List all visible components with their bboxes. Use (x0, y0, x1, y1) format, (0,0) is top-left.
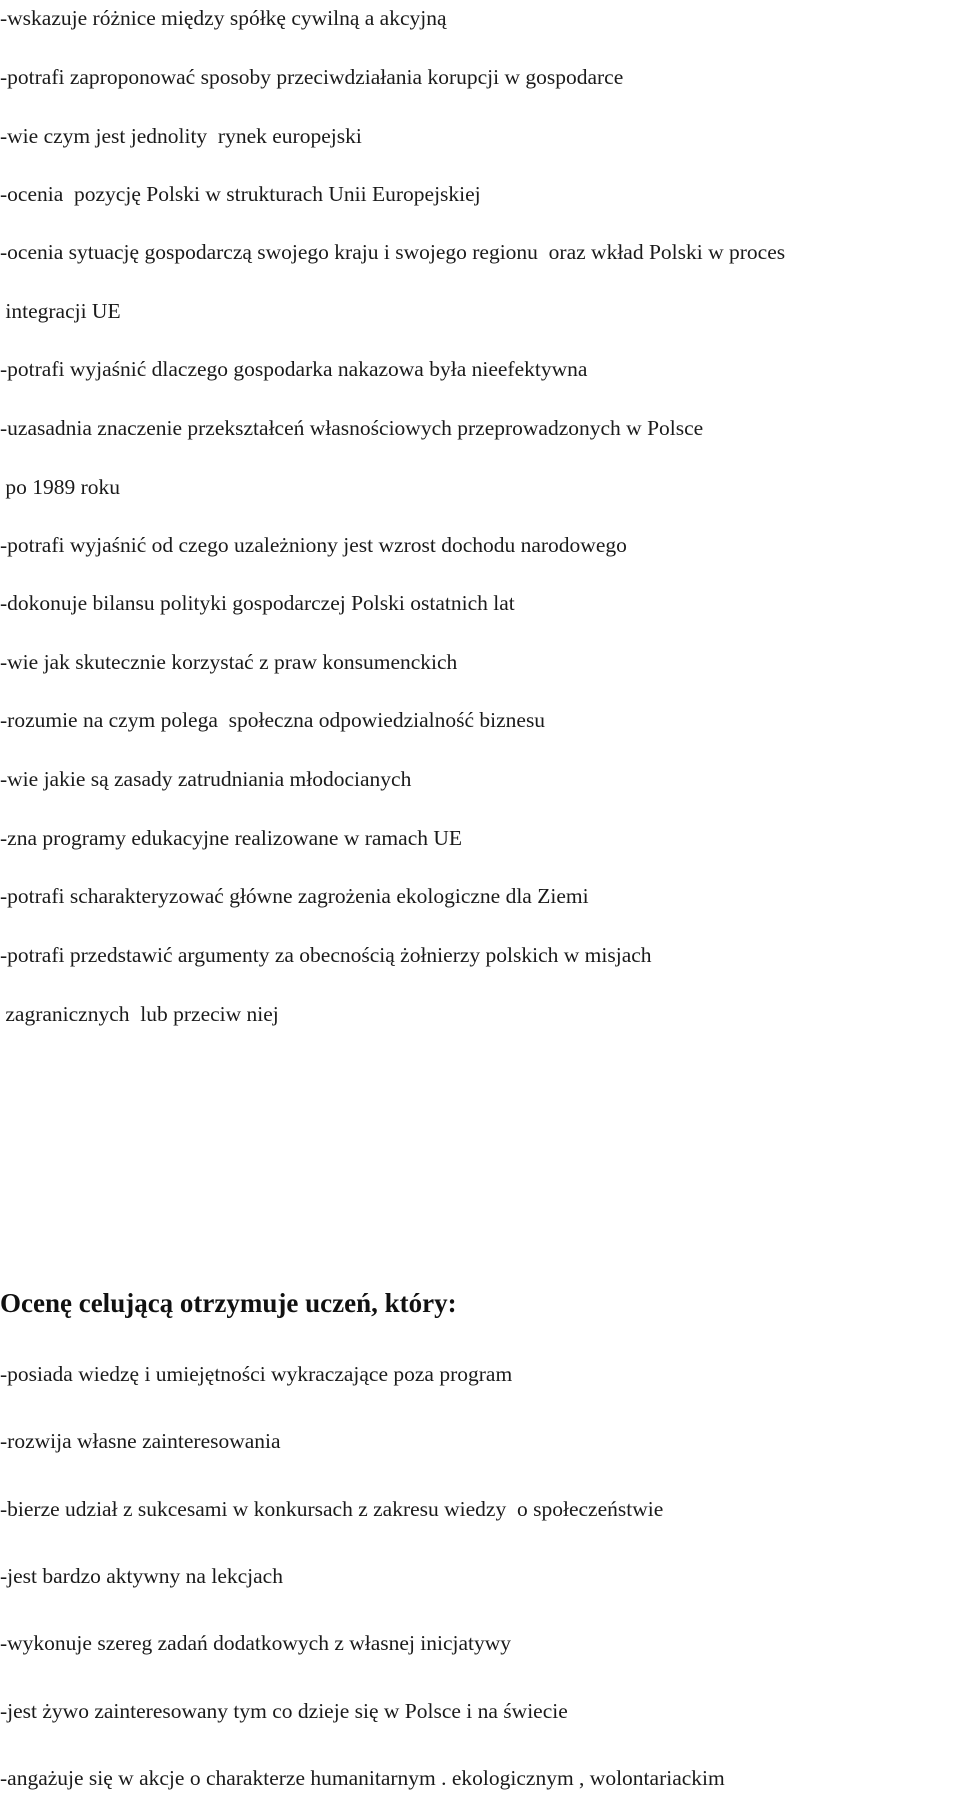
list-item: -wskazuje różnice między spółkę cywilną a akcyjną (0, 6, 447, 30)
list-item: -wie czym jest jednolity rynek europejski (0, 124, 362, 148)
list-item: -zna programy edukacyjne realizowane w ramach UE (0, 826, 463, 850)
list-item: po 1989 roku (0, 475, 121, 499)
list-item: -wykonuje szereg zadań dodatkowych z własnej inicjatywy (0, 1631, 512, 1655)
list-item: -wie jak skutecznie korzystać z praw konsumenckich (0, 650, 458, 674)
list-item: -ocenia pozycję Polski w strukturach Unii Europejskiej (0, 182, 481, 206)
list-item: -potrafi wyjaśnić od czego uzależniony jest wzrost dochodu narodowego (0, 533, 627, 557)
list-item: integracji UE (0, 299, 121, 323)
list-item: -rozwija własne zainteresowania (0, 1429, 281, 1453)
list-item: -dokonuje bilansu polityki gospodarczej Polski ostatnich lat (0, 591, 515, 615)
list-item: -jest żywo zainteresowany tym co dzieje się w Polsce i na świecie (0, 1699, 568, 1723)
list-item: -posiada wiedzę i umiejętności wykraczające poza program (0, 1362, 513, 1386)
list-item: -potrafi przedstawić argumenty za obecnością żołnierzy polskich w misjach (0, 943, 652, 967)
list-item: -angażuje się w akcje o charakterze humanitarnym . ekologicznym , wolontariackim (0, 1766, 725, 1790)
list-item: zagranicznych lub przeciw niej (0, 1002, 279, 1026)
list-item: -potrafi zaproponować sposoby przeciwdziałania korupcji w gospodarce (0, 65, 624, 89)
list-item: -wie jakie są zasady zatrudniania młodocianych (0, 767, 412, 791)
list-item: -jest bardzo aktywny na lekcjach (0, 1564, 283, 1588)
section-heading: Ocenę celującą otrzymuje uczeń, który: (0, 1288, 457, 1318)
list-item: -uzasadnia znaczenie przekształceń własnościowych przeprowadzonych w Polsce (0, 416, 704, 440)
list-item: -potrafi wyjaśnić dlaczego gospodarka nakazowa była nieefektywna (0, 357, 588, 381)
list-item: -rozumie na czym polega społeczna odpowiedzialność biznesu (0, 708, 546, 732)
list-item: -ocenia sytuację gospodarczą swojego kraju i swojego regionu oraz wkład Polski w proces (0, 240, 786, 264)
list-item: -potrafi scharakteryzować główne zagrożenia ekologiczne dla Ziemi (0, 884, 589, 908)
list-item: -bierze udział z sukcesami w konkursach z zakresu wiedzy o społeczeństwie (0, 1497, 664, 1521)
